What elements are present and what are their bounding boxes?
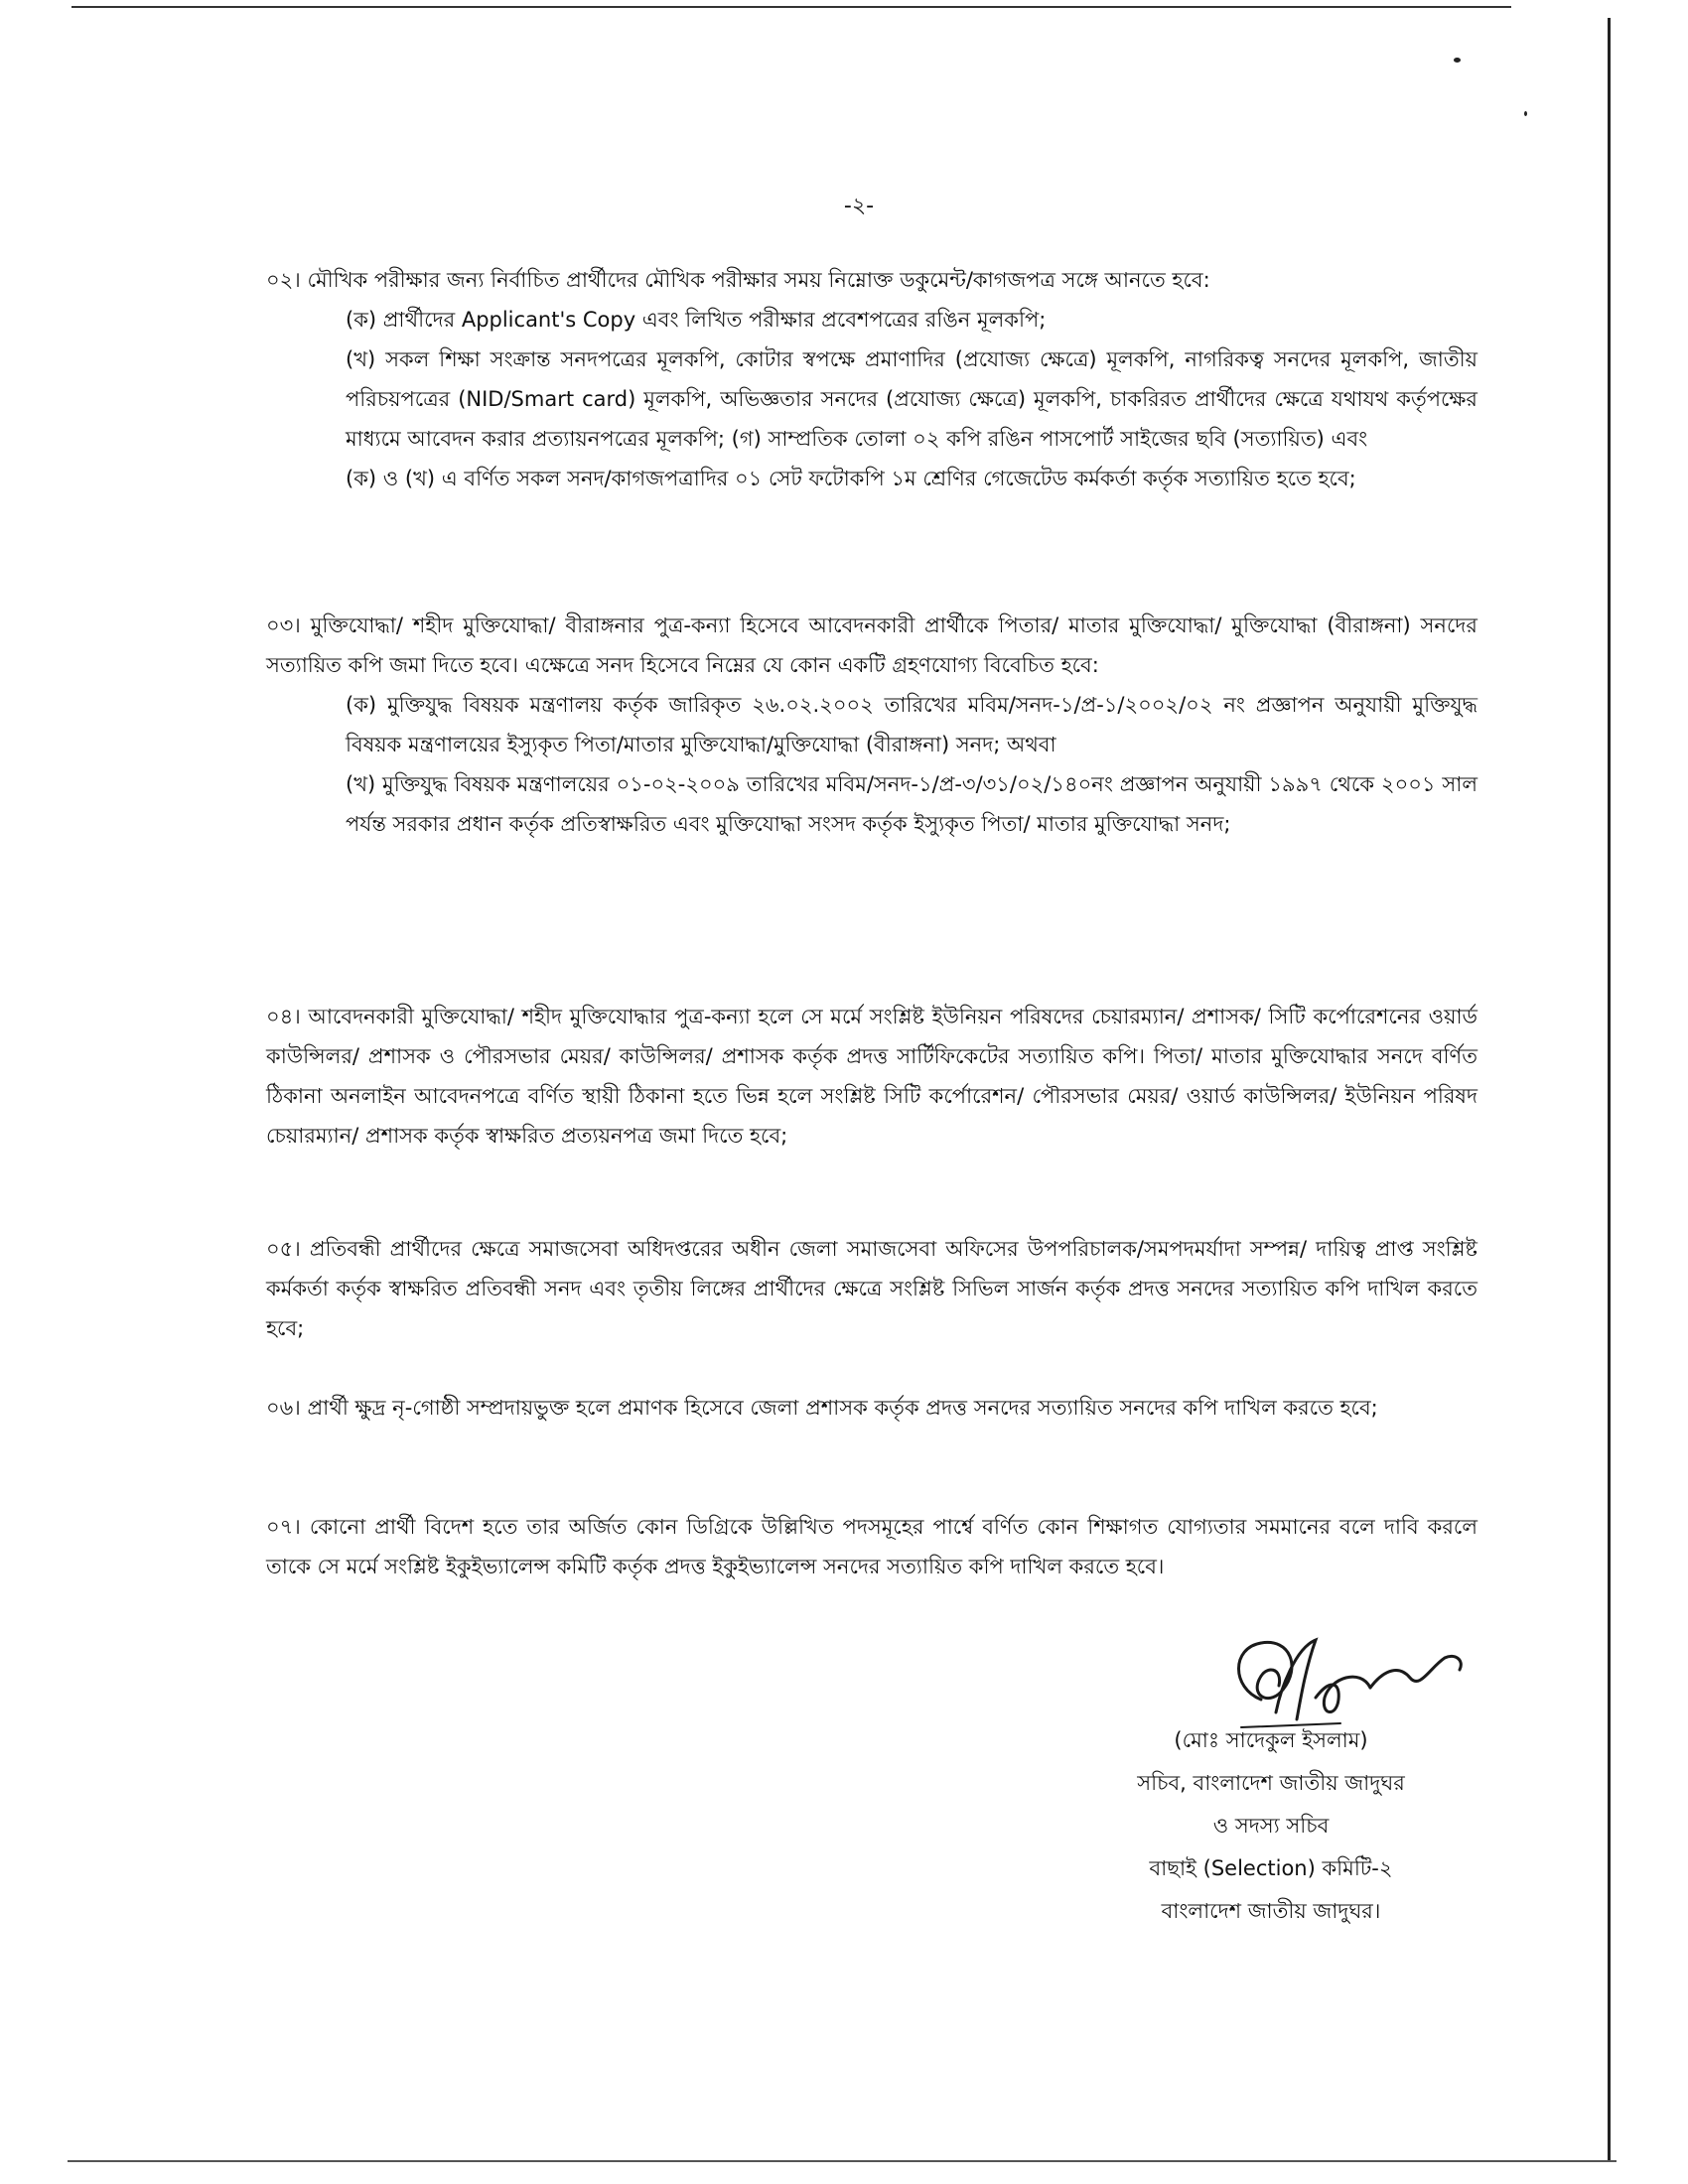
- paragraph-02-item-ka: (ক) প্রার্থীদের Applicant's Copy এবং লিখিত পরীক্ষার প্রবেশপত্রের রঙিন মূলকপি;: [346, 308, 1047, 332]
- paragraph-03: [266, 606, 1477, 844]
- paragraph-03-item-ka: (ক) মুক্তিযুদ্ধ বিষয়ক মন্ত্রণালয় কর্তৃক জারিকৃত ২৬.০২.২০০২ তারিখের মবিম/সনদ-১/প্র-১/২০০২/০২ নং প্রজ্ঞাপন অনুযায়ী মুক্তিযুদ্ধ বিষয়ক মন্ত্রণালয়ের ইস্যুকৃত পিতা/মাতার মুক্তিযোদ্ধা/মুক্তিযোদ্ধা (বীরাঙ্গনা) সনদ; অথবা: [346, 693, 1477, 756]
- signatory-name: (মোঃ সাদেকুল ইসলাম): [1174, 1728, 1368, 1752]
- paragraph-04: ০৪। আবেদনকারী মুক্তিযোদ্ধা/ শহীদ মুক্তিযোদ্ধার পুত্র-কন্যা হলে সে মর্মে সংশ্লিষ্ট ইউনিয়ন পরিষদের চেয়ারম্যান/ প্রশাসক/ সিটি কর্পোরেশনের ওয়ার্ড কাউন্সিলর/ প্রশাসক ও পৌরসভার মেয়র/ কাউন্সিলর/ প্রশাসক কর্তৃক প্রদত্ত সার্টিফিকেটের সত্যায়িত কপি। পিতা/ মাতার মুক্তিযোদ্ধার সনদে বর্ণিত ঠিকানা অনলাইন আবেদনপত্রে বর্ণিত স্থায়ী ঠিকানা হতে ভিন্ন হলে সংশ্লিষ্ট সিটি কর্পোরেশন/ পৌরসভার মেয়র/ ওয়ার্ড কাউন্সিলর/ ইউনিয়ন পরিষদ চেয়ারম্যান/ প্রশাসক কর্তৃক স্বাক্ষরিত প্রত্যয়নপত্র জমা দিতে হবে;: [266, 1005, 1477, 1148]
- paragraph-03-item-kha: (খ) মুক্তিযুদ্ধ বিষয়ক মন্ত্রণালয়ের ০১-০২-২০০৯ তারিখের মবিম/সনদ-১/প্র-৩/৩১/০২/১৪০নং প্রজ্ঞাপন অনুযায়ী ১৯৯৭ থেকে ২০০১ সাল পর্যন্ত সরকার প্রধান কর্তৃক প্রতিস্বাক্ষরিত এবং মুক্তিযোদ্ধা সংসদ কর্তৃক ইস্যুকৃত পিতা/ মাতার মুক্তিযোদ্ধা সনদ;: [346, 772, 1477, 836]
- scan-border-bottom: [68, 2160, 1617, 2162]
- page-number: -২-: [843, 194, 875, 218]
- selection-committee: বাছাই (Selection) কমিটি-২: [1149, 1856, 1393, 1880]
- signature-block: [1102, 1719, 1440, 1933]
- scan-speck: [1524, 111, 1527, 116]
- scan-border-top: [71, 6, 1511, 8]
- paragraph-05: ০৫। প্রতিবন্ধী প্রার্থীদের ক্ষেত্রে সমাজসেবা অধিদপ্তরের অধীন জেলা সমাজসেবা অফিসের উপপরিচালক/সমপদমর্যাদা সম্পন্ন/ দায়িত্ব প্রাপ্ত সংশ্লিষ্ট কর্মকর্তা কর্তৃক স্বাক্ষরিত প্রতিবন্ধী সনদ এবং তৃতীয় লিঙ্গের প্রার্থীদের ক্ষেত্রে সংশ্লিষ্ট সিভিল সার্জন কর্তৃক প্রদত্ত সনদের সত্যায়িত কপি দাখিল করতে হবে;: [266, 1237, 1477, 1340]
- paragraph-02-attestation: (ক) ও (খ) এ বর্ণিত সকল সনদ/কাগজপত্রাদির ০১ সেট ফটোকপি ১ম শ্রেণির গেজেটেড কর্মকর্তা কর্তৃক সত্যায়িত হতে হবে;: [346, 467, 1356, 490]
- paragraph-07: ০৭। কোনো প্রার্থী বিদেশ হতে তার অর্জিত কোন ডিগ্রিকে উল্লিখিত পদসমূহের পার্শ্বে বর্ণিত কোন শিক্ষাগত যোগ্যতার সমমানের বলে দাবি করলে তাকে সে মর্মে সংশ্লিষ্ট ইকুইভ্যালেন্স কমিটি কর্তৃক প্রদত্ত ইকুইভ্যালেন্স সনদের সত্যায়িত কপি দাখিল করতে হবে।: [266, 1515, 1477, 1578]
- paragraph-02-intro: ০২। মৌখিক পরীক্ষার জন্য নির্বাচিত প্রার্থীদের মৌখিক পরীক্ষার সময় নিম্নোক্ত ডকুমেন্ট/কাগজপত্র সঙ্গে আনতে হবে:: [266, 268, 1210, 292]
- organization-name: বাংলাদেশ জাতীয় জাদুঘর।: [1161, 1899, 1381, 1923]
- paragraph-03-intro: ০৩। মুক্তিযোদ্ধা/ শহীদ মুক্তিযোদ্ধা/ বীরাঙ্গনার পুত্র-কন্যা হিসেবে আবেদনকারী প্রার্থীকে পিতার/ মাতার মুক্তিযোদ্ধা/ মুক্তিযোদ্ধা (বীরাঙ্গনা) সনদের সত্যায়িত কপি জমা দিতে হবে। এক্ষেত্রে সনদ হিসেবে নিম্নের যে কোন একটি গ্রহণযোগ্য বিবেচিত হবে:: [266, 614, 1477, 677]
- paragraph-02-item-kha: (খ) সকল শিক্ষা সংক্রান্ত সনদপত্রের মূলকপি, কোটার স্বপক্ষে প্রমাণাদির (প্রযোজ্য ক্ষেত্রে) মূলকপি, নাগরিকত্ব সনদের মূলকপি, জাতীয় পরিচয়পত্রের (NID/Smart card) মূলকপি, অভিজ্ঞতার সনদের (প্রযোজ্য ক্ষেত্রে) মূলকপি, চাকরিরত প্রার্থীদের ক্ষেত্রে যথাযথ কর্তৃপক্ষের মাধ্যমে আবেদন করার প্রত্যায়নপত্রের মূলকপি; (গ) সাম্প্রতিক তোলা ০২ কপি রঙিন পাসপোর্ট সাইজের ছবি (সত্যায়িত) এবং: [346, 347, 1477, 451]
- paragraph-02: [266, 260, 1477, 498]
- signatory-designation: সচিব, বাংলাদেশ জাতীয় জাদুঘর: [1137, 1771, 1405, 1795]
- scan-border-right: [1608, 18, 1611, 2162]
- signatory-role: ও সদস্য সচিব: [1212, 1814, 1330, 1838]
- paragraph-06: ০৬। প্রার্থী ক্ষুদ্র নৃ-গোষ্ঠী সম্প্রদায়ভুক্ত হলে প্রমাণক হিসেবে জেলা প্রশাসক কর্তৃক প্রদত্ত সনদের সত্যায়িত সনদের কপি দাখিল করতে হবে;: [266, 1396, 1378, 1420]
- scan-speck: [1454, 58, 1461, 63]
